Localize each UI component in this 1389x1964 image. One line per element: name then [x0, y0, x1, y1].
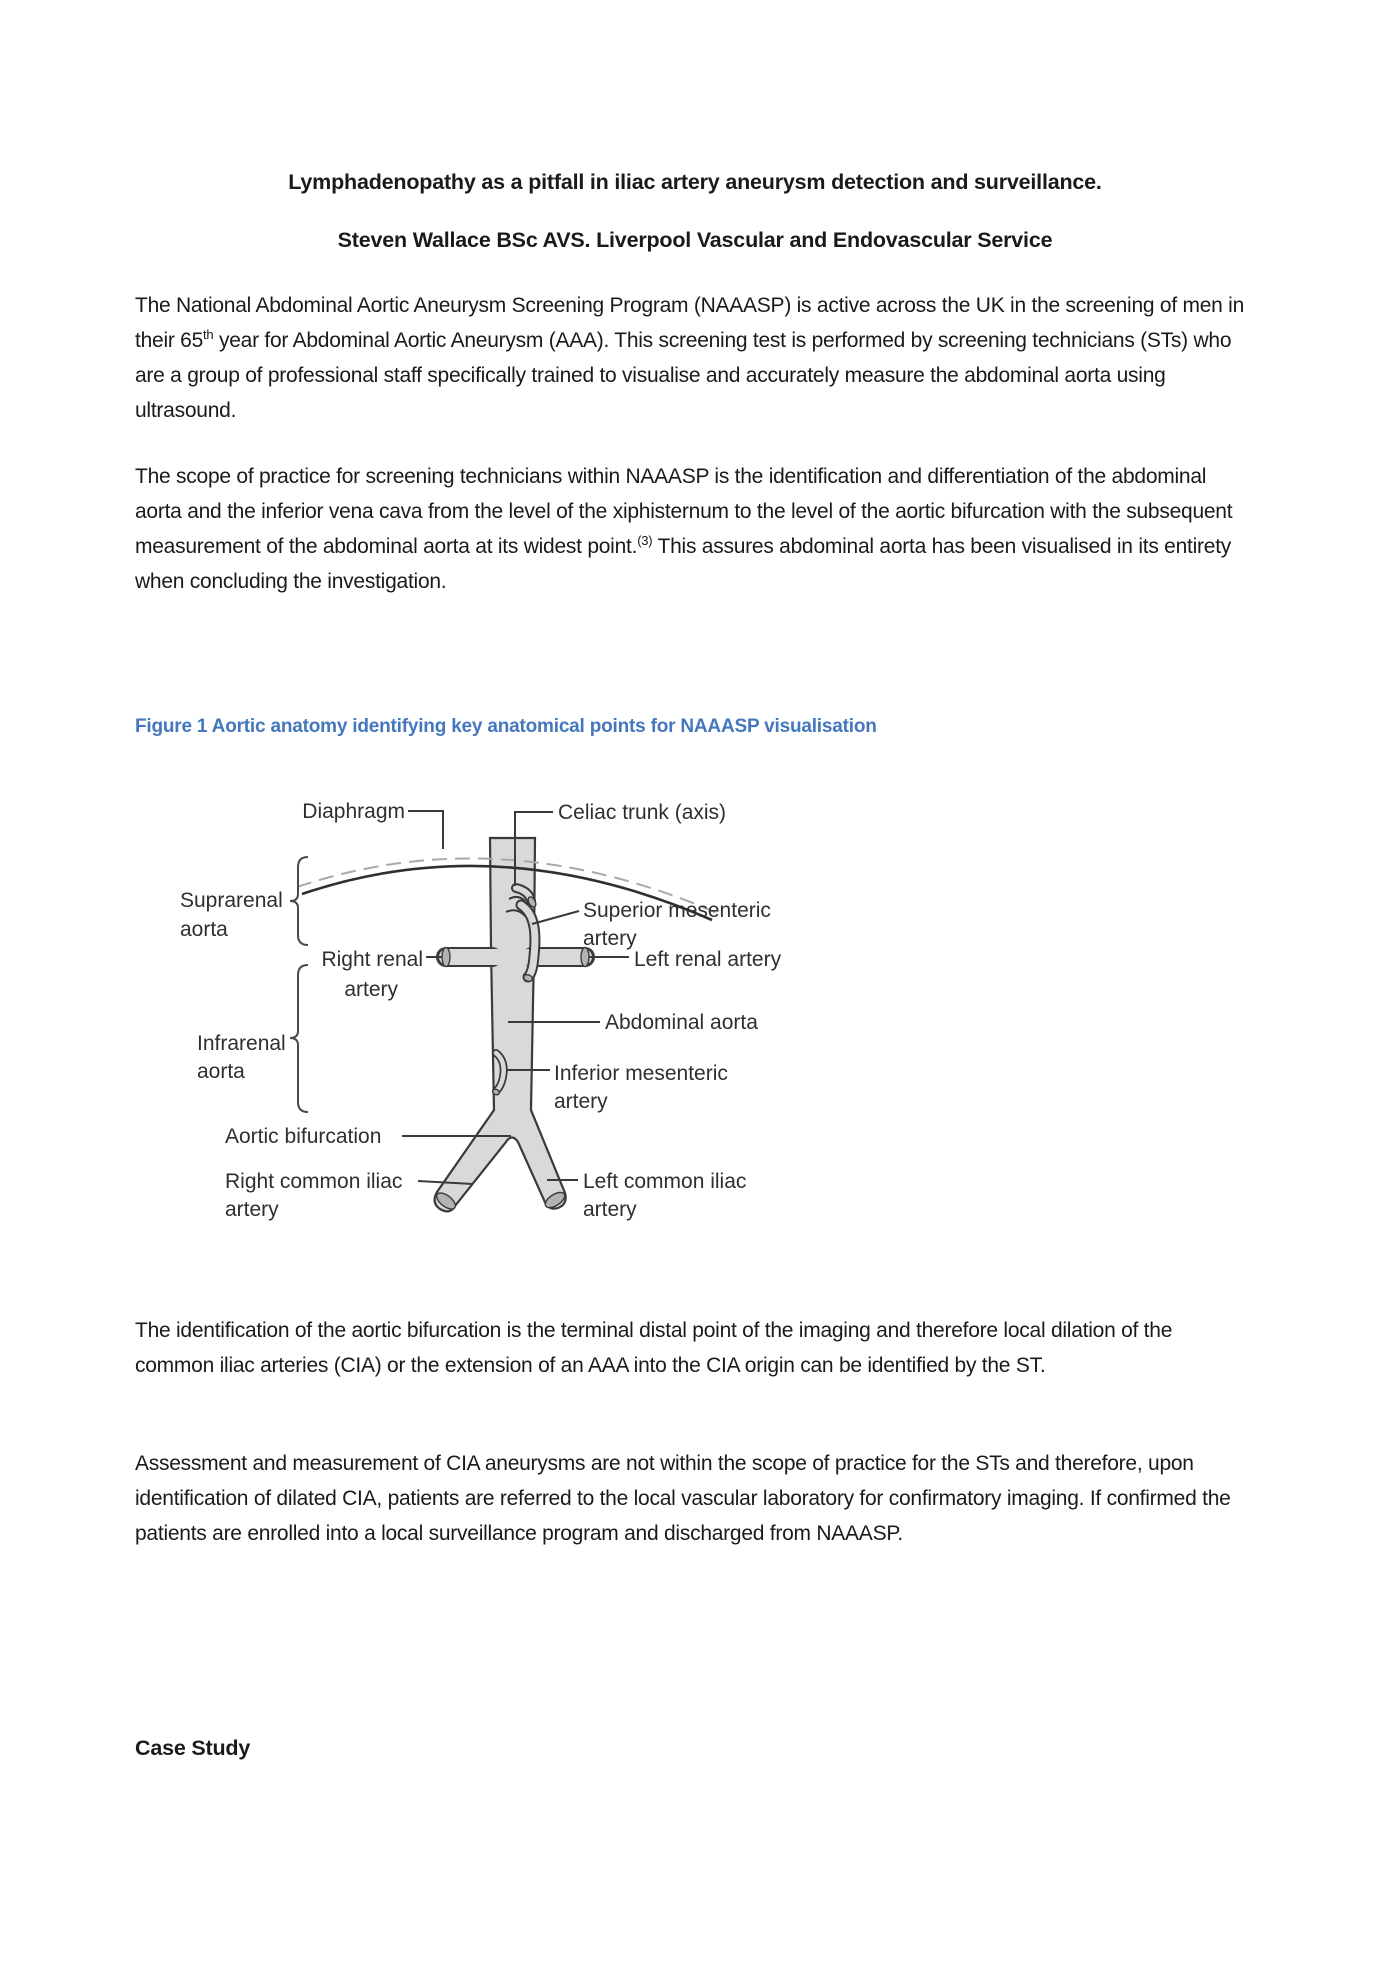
paragraph-scope-text-cont: This assures abdominal aorta has been visualised in its entirety when concluding the investigation. [135, 535, 1232, 593]
paragraph-assessment: Assessment and measurement of CIA aneurysms are not within the scope of practice for the STs and therefore, upon identification of dilated CIA, patients are referred to the local vascular laboratory for confirmatory imaging. If confirmed the patients are enrolled into a local surveillance program and discharged from NAAASP. [135, 1452, 1231, 1545]
document-title: Lymphadenopathy as a pitfall in iliac artery aneurysm detection and surveillance. [288, 170, 1102, 194]
inferior-mesenteric-label-line1: Inferior mesenteric [554, 1062, 728, 1085]
paragraph-intro [135, 288, 1255, 428]
figure-1-caption: Figure 1 Aortic anatomy identifying key anatomical points for NAAASP visualisation [135, 716, 877, 737]
right-common-iliac-label-line1: Right common iliac [225, 1170, 403, 1193]
aorta-vessel-shape [435, 838, 566, 1211]
right-renal-label-line2: artery [344, 978, 398, 1001]
aortic-bifurcation-label: Aortic bifurcation [225, 1125, 382, 1148]
superscript-th: th [203, 327, 214, 342]
right-renal-end-cap [442, 948, 450, 967]
author-line: Steven Wallace BSc AVS. Liverpool Vascular and Endovascular Service [337, 228, 1053, 252]
paragraph-intro-text: The National Abdominal Aortic Aneurysm Screening Program (NAAASP) is active across the UK in the screening of men in their 65 [135, 294, 1245, 352]
suprarenal-aorta-label-line2: aorta [180, 918, 228, 941]
infrarenal-brace [290, 965, 308, 1112]
left-common-iliac-label-line1: Left common iliac [583, 1170, 747, 1193]
case-study-heading: Case Study [135, 1736, 251, 1760]
superior-mesenteric-label-line2: artery [583, 927, 637, 950]
suprarenal-aorta-label-line1: Suprarenal [180, 889, 283, 912]
infrarenal-aorta-label-line2: aorta [197, 1060, 245, 1083]
figure-1-aortic-anatomy-diagram [140, 770, 820, 1270]
diaphragm-label: Diaphragm [302, 800, 405, 823]
paragraph-intro-text-cont: year for Abdominal Aortic Aneurysm (AAA). This screening test is performed by screening technicians (STs) who are a group of professional staff specifically trained to visualise and accurately measure the abdominal aorta using ultrasound. [135, 329, 1232, 422]
superior-mesenteric-leader-line [532, 911, 579, 924]
left-renal-label: Left renal artery [634, 948, 782, 971]
celiac-trunk-label: Celiac trunk (axis) [558, 801, 727, 824]
left-common-iliac-label-line2: artery [583, 1198, 637, 1221]
paragraph-scope-text: The scope of practice for screening technicians within NAAASP is the identification and differentiation of the abdominal aorta and the inferior vena cava from the level of the xiphisternum to the level of the aortic bifurcation with the subsequent measurement of the abdominal aorta at its widest point. [135, 465, 1233, 558]
superior-mesenteric-label-line1: Superior mesenteric [583, 899, 771, 922]
citation-3: (3) [637, 533, 653, 548]
diaphragm-leader-line [408, 811, 443, 849]
paragraph-scope [135, 459, 1255, 599]
abdominal-aorta-label: Abdominal aorta [605, 1011, 758, 1034]
left-renal-end-cap [581, 948, 589, 967]
infrarenal-aorta-label-line1: Infrarenal [197, 1032, 286, 1055]
right-common-iliac-label-line2: artery [225, 1198, 279, 1221]
paragraph-identification: The identification of the aortic bifurcation is the terminal distal point of the imaging and therefore local dilation of the common iliac arteries (CIA) or the extension of an AAA into the CIA origin can be identified by the ST. [135, 1319, 1173, 1377]
inferior-mesenteric-label-line2: artery [554, 1090, 608, 1113]
suprarenal-brace [290, 857, 308, 945]
right-renal-label-line1: Right renal [321, 948, 423, 971]
